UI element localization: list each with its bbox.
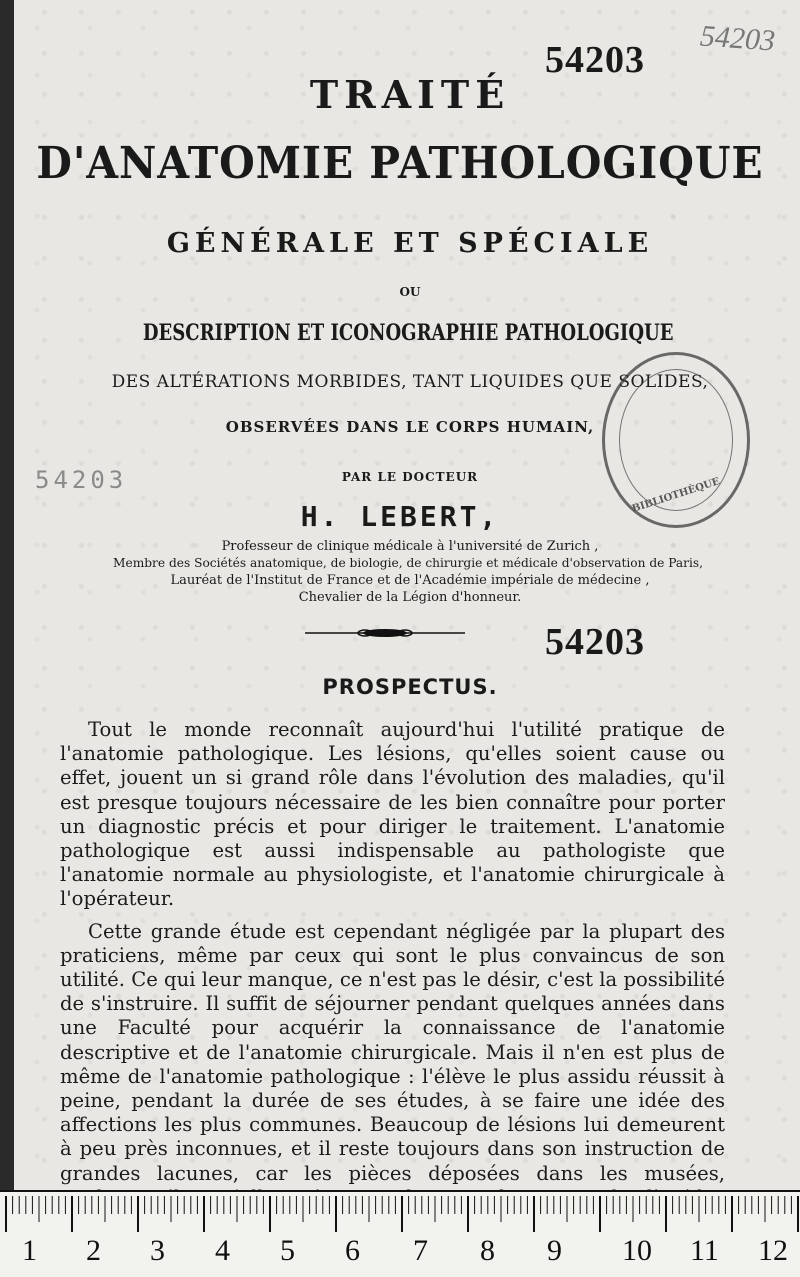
- author-intro: PAR LE DOCTEUR: [341, 470, 479, 484]
- stamp-number-top: 54203: [545, 39, 645, 81]
- author-credential: Lauréat de l'Institut de France et de l'Académie impériale de médecine ,: [170, 573, 650, 588]
- ruler-label: 4: [215, 1234, 230, 1267]
- ruler-label: 10: [622, 1234, 652, 1267]
- author-credential: Professeur de clinique médicale à l'université de Zurich ,: [221, 539, 599, 554]
- title-line-main: D'ANATOMIE PATHOLOGIQUE: [36, 138, 764, 189]
- title-line-alterations: DES ALTÉRATIONS MORBIDES, TANT LIQUIDES QUE SOLIDES,: [111, 372, 709, 392]
- ornament-divider-icon: [305, 625, 465, 641]
- ruler-label: 11: [690, 1234, 719, 1267]
- title-line-subtitle: GÉNÉRALE ET SPÉCIALE: [166, 228, 654, 259]
- ruler-label: 6: [345, 1234, 360, 1267]
- stamp-number-middle: 54203: [545, 621, 645, 663]
- library-seal-stamp: [602, 352, 750, 528]
- ruler-label: 7: [413, 1234, 428, 1267]
- handwritten-number: 54203: [698, 19, 777, 58]
- stamp-number-left: 54203: [35, 466, 128, 494]
- ruler-label: 9: [547, 1234, 562, 1267]
- ruler-label: 12: [758, 1234, 788, 1267]
- author-name: H. LEBERT,: [300, 500, 500, 533]
- prospectus-body: [60, 718, 725, 1242]
- author-credential: Chevalier de la Légion d'honneur.: [298, 590, 522, 605]
- paragraph: Cette grande étude est cependant négligée par la plupart des praticiens, même par ceux qui sont le plus convaincus de son utilité. Ce qui leur manque, ce n'est pas le désir, c'est la possibilité de s'instruire. Il suffit de séjourner pendant quelques années dans une Faculté pour acquérir la connaissance de l'anatomie descriptive et de l'anatomie chirurgicale. Mais il n'en est plus de même de l'anatomie pathologique : l'élève le plus assidu réussit à peine, pendant la durée de ses études, à se faire une idée des affections les plus communes. Beaucoup de lésions lui demeurent à peu près inconnues, et il reste toujours dans son instruction de grandes lacunes, car les pièces déposées dans les musées,: [60, 919, 725, 1185]
- ruler-label: 2: [86, 1234, 101, 1267]
- title-line-traite: TRAITÉ: [309, 72, 511, 117]
- title-line-observees: OBSERVÉES DANS LE CORPS HUMAIN,: [225, 418, 595, 436]
- ruler-label: 8: [480, 1234, 495, 1267]
- ruler-label: 5: [280, 1234, 295, 1267]
- author-credential: Membre des Sociétés anatomique, de biologie, de chirurgie et médicale d'observation de Paris,: [113, 556, 703, 570]
- title-line-description: DESCRIPTION ET ICONOGRAPHIE PATHOLOGIQUE: [142, 320, 674, 346]
- title-line-ou: OU: [399, 285, 421, 299]
- paragraph: Tout le monde reconnaît aujourd'hui l'utilité pratique de l'anatomie pathologique. Les lésions, qu'elles soient cause ou effet, jouent un si grand rôle dans l'évolution des maladies, qu'il est presque toujours nécessaire de les bien connaître pour porter un diagnostic précis et pour diriger le traitement. L'anatomie pathologique est aussi indispensable au pathologiste que l'anatomie normale au physiologiste, et l'anatomie chirurgicale à l'opérateur.: [60, 718, 725, 911]
- ruler-label: 1: [22, 1234, 37, 1267]
- prospectus-heading: PROSPECTUS.: [322, 675, 498, 699]
- ruler-label: 3: [150, 1234, 165, 1267]
- measurement-ruler: [0, 1190, 800, 1277]
- seal-text: BIBLIOTHÈQUE: [630, 476, 722, 515]
- ruler-ticks: [0, 1196, 800, 1236]
